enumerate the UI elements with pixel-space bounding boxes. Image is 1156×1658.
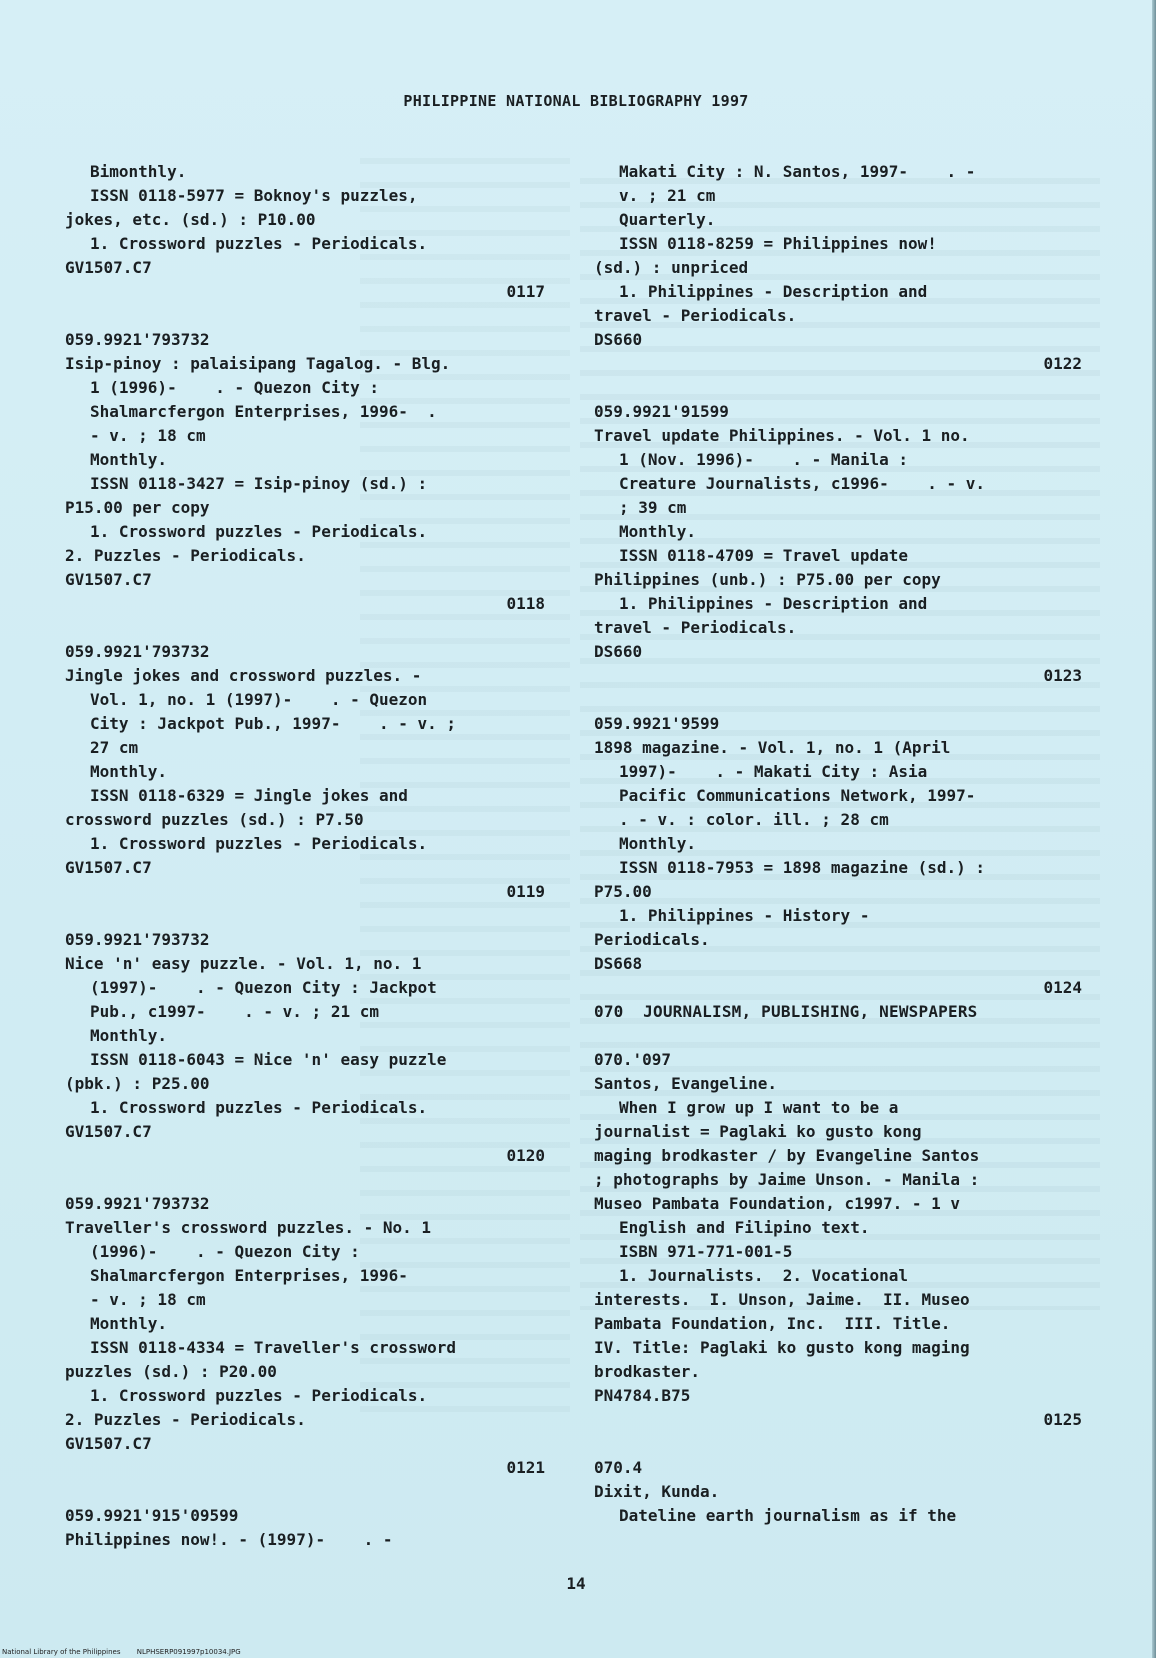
entry-number: 0117: [506, 282, 545, 301]
classification-number: 059.9921'793732: [65, 642, 210, 661]
entry-line: ISSN 0118-5977 = Boknoy's puzzles,: [90, 186, 418, 205]
call-number: DS660: [594, 330, 643, 349]
entry-line: ISSN 0118-7953 = 1898 magazine (sd.) :: [619, 858, 986, 877]
entry-line: 1898 magazine. - Vol. 1, no. 1 (April: [594, 738, 951, 757]
page-number: 14: [566, 1574, 586, 1593]
entry-line: maging brodkaster / by Evangeline Santos: [594, 1146, 980, 1165]
entry-line: - v. ; 18 cm: [90, 1290, 206, 1309]
entry-line: Philippines now!. - (1997)- . -: [65, 1530, 393, 1549]
entry-line: Dixit, Kunda.: [594, 1482, 720, 1501]
entry-line: crossword puzzles (sd.) : P7.50: [65, 810, 364, 829]
call-number: DS668: [594, 954, 643, 973]
entry-line: Traveller's crossword puzzles. - No. 1: [65, 1218, 432, 1237]
classification-number: 059.9921'91599: [594, 402, 729, 421]
scan-footer: [2, 1648, 255, 1656]
entry-line: Makati City : N. Santos, 1997- . -: [619, 162, 976, 181]
entry-line: journalist = Paglaki ko gusto kong: [594, 1122, 922, 1141]
entry-line: 2. Puzzles - Periodicals.: [65, 1410, 306, 1429]
entry-number: 0125: [1043, 1410, 1082, 1429]
entry-line: Nice 'n' easy puzzle. - Vol. 1, no. 1: [65, 954, 422, 973]
entry-line: 1. Crossword puzzles - Periodicals.: [90, 834, 428, 853]
entry-line: ISSN 0118-4334 = Traveller's crossword: [90, 1338, 457, 1357]
entry-line: (1997)- . - Quezon City : Jackpot: [90, 978, 437, 997]
entry-line: Shalmarcfergon Enterprises, 1996-: [90, 1266, 408, 1285]
entry-line: Monthly.: [619, 834, 697, 853]
entry-line: 1 (1996)- . - Quezon City :: [90, 378, 379, 397]
entry-line: v. ; 21 cm: [619, 186, 716, 205]
entry-number: 0120: [506, 1146, 545, 1165]
entry-number: 0118: [506, 594, 545, 613]
entry-line: When I grow up I want to be a: [619, 1098, 899, 1117]
classification-number: 059.9921'9599: [594, 714, 720, 733]
entry-line: Pub., c1997- . - v. ; 21 cm: [90, 1002, 379, 1021]
entry-line: Museo Pambata Foundation, c1997. - 1 v: [594, 1194, 961, 1213]
entry-line: 1. Crossword puzzles - Periodicals.: [90, 234, 428, 253]
entry-line: 1. Philippines - Description and: [619, 282, 928, 301]
entry-line: P15.00 per copy: [65, 498, 210, 517]
entry-line: Isip-pinoy : palaisipang Tagalog. - Blg.: [65, 354, 451, 373]
entry-line: 1997)- . - Makati City : Asia: [619, 762, 928, 781]
entry-line: Pacific Communications Network, 1997-: [619, 786, 976, 805]
entry-line: Monthly.: [90, 1026, 168, 1045]
entry-line: Monthly.: [90, 1314, 168, 1333]
bib-entry-0124: [594, 712, 1082, 1000]
classification-number: 059.9921'793732: [65, 330, 210, 349]
entry-line: 1. Crossword puzzles - Periodicals.: [90, 1098, 428, 1117]
page-header: PHILIPPINE NATIONAL BIBLIOGRAPHY 1997: [403, 92, 749, 110]
entry-line: 1. Journalists. 2. Vocational: [619, 1266, 908, 1285]
classification-number: 059.9921'793732: [65, 1194, 210, 1213]
entry-line: Creature Journalists, c1996- . - v.: [619, 474, 986, 493]
bib-entry-0120: [65, 928, 545, 1168]
entry-line: Vol. 1, no. 1 (1997)- . - Quezon: [90, 690, 428, 709]
entry-line: City : Jackpot Pub., 1997- . - v. ;: [90, 714, 457, 733]
footer-institution: National Library of the Philippines: [2, 1648, 121, 1656]
entry-number: 0119: [506, 882, 545, 901]
entry-line: (sd.) : unpriced: [594, 258, 749, 277]
entry-number: 0121: [506, 1458, 545, 1477]
entry-line: Philippines (unb.) : P75.00 per copy: [594, 570, 941, 589]
entry-line: jokes, etc. (sd.) : P10.00: [65, 210, 316, 229]
entry-line: IV. Title: Paglaki ko gusto kong maging: [594, 1338, 970, 1357]
entry-line: Quarterly.: [619, 210, 716, 229]
bib-entry-0121: [65, 1192, 545, 1480]
entry-line: Bimonthly.: [90, 162, 187, 181]
entry-line: - v. ; 18 cm: [90, 426, 206, 445]
call-number: DS660: [594, 642, 643, 661]
entry-line: Monthly.: [90, 762, 168, 781]
entry-line: English and Filipino text.: [619, 1218, 870, 1237]
bib-entry-0122-continued: [594, 160, 1082, 376]
entry-line: Shalmarcfergon Enterprises, 1996- .: [90, 402, 437, 421]
entry-line: (1996)- . - Quezon City :: [90, 1242, 360, 1261]
bib-entry-0126-start: [594, 1456, 1082, 1528]
entry-number: 0123: [1043, 666, 1082, 685]
entry-line: interests. I. Unson, Jaime. II. Museo: [594, 1290, 970, 1309]
footer-filename: NLPHSERP091997p10034.JPG: [136, 1648, 241, 1656]
call-number: GV1507.C7: [65, 1122, 152, 1141]
entry-line: 1 (Nov. 1996)- . - Manila :: [619, 450, 908, 469]
entry-line: ; 39 cm: [619, 498, 687, 517]
classification-number: 059.9921'915'09599: [65, 1506, 239, 1525]
entry-line: Dateline earth journalism as if the: [619, 1506, 957, 1525]
entry-line: Monthly.: [90, 450, 168, 469]
classification-number: 070.'097: [594, 1050, 672, 1069]
entry-line: ; photographs by Jaime Unson. - Manila :: [594, 1170, 980, 1189]
entry-line: (pbk.) : P25.00: [65, 1074, 210, 1093]
entry-line: brodkaster.: [594, 1362, 700, 1381]
right-column: [594, 160, 1082, 1528]
entry-line: 27 cm: [90, 738, 139, 757]
page-edge-shadow: [1152, 0, 1156, 1658]
entry-line: ISBN 971-771-001-5: [619, 1242, 793, 1261]
entry-line: Travel update Philippines. - Vol. 1 no.: [594, 426, 970, 445]
entry-line: puzzles (sd.) : P20.00: [65, 1362, 277, 1381]
entry-line: Pambata Foundation, Inc. III. Title.: [594, 1314, 951, 1333]
call-number: GV1507.C7: [65, 858, 152, 877]
bib-entry-0122-start: [65, 1504, 545, 1552]
entry-line: Monthly.: [619, 522, 697, 541]
entry-line: 1. Philippines - History -: [619, 906, 870, 925]
entry-line: travel - Periodicals.: [594, 618, 797, 637]
left-column: [65, 160, 545, 1552]
section-heading: 070 JOURNALISM, PUBLISHING, NEWSPAPERS: [594, 1002, 978, 1021]
entry-line: 2. Puzzles - Periodicals.: [65, 546, 306, 565]
entry-line: P75.00: [594, 882, 652, 901]
classification-number: 059.9921'793732: [65, 930, 210, 949]
entry-line: ISSN 0118-4709 = Travel update: [619, 546, 908, 565]
entry-line: . - v. : color. ill. ; 28 cm: [619, 810, 889, 829]
entry-line: 1. Crossword puzzles - Periodicals.: [90, 1386, 428, 1405]
bib-entry-0118: [65, 328, 545, 616]
entry-line: travel - Periodicals.: [594, 306, 797, 325]
call-number: GV1507.C7: [65, 1434, 152, 1453]
entry-line: ISSN 0118-3427 = Isip-pinoy (sd.) :: [90, 474, 428, 493]
entry-number: 0124: [1043, 978, 1082, 997]
entry-line: Jingle jokes and crossword puzzles. -: [65, 666, 422, 685]
bib-entry-0119: [65, 640, 545, 904]
entry-line: 1. Philippines - Description and: [619, 594, 928, 613]
entry-line: ISSN 0118-6329 = Jingle jokes and: [90, 786, 408, 805]
bib-entry-0117: [65, 160, 545, 304]
bib-entry-0123: [594, 400, 1082, 688]
bib-entry-0125: [594, 1048, 1082, 1432]
call-number: GV1507.C7: [65, 258, 152, 277]
classification-number: 070.4: [594, 1458, 643, 1477]
entry-line: 1. Crossword puzzles - Periodicals.: [90, 522, 428, 541]
call-number: PN4784.B75: [594, 1386, 691, 1405]
entry-line: ISSN 0118-6043 = Nice 'n' easy puzzle: [90, 1050, 447, 1069]
entry-line: Santos, Evangeline.: [594, 1074, 778, 1093]
call-number: GV1507.C7: [65, 570, 152, 589]
entry-line: ISSN 0118-8259 = Philippines now!: [619, 234, 937, 253]
entry-number: 0122: [1043, 354, 1082, 373]
entry-line: Periodicals.: [594, 930, 710, 949]
